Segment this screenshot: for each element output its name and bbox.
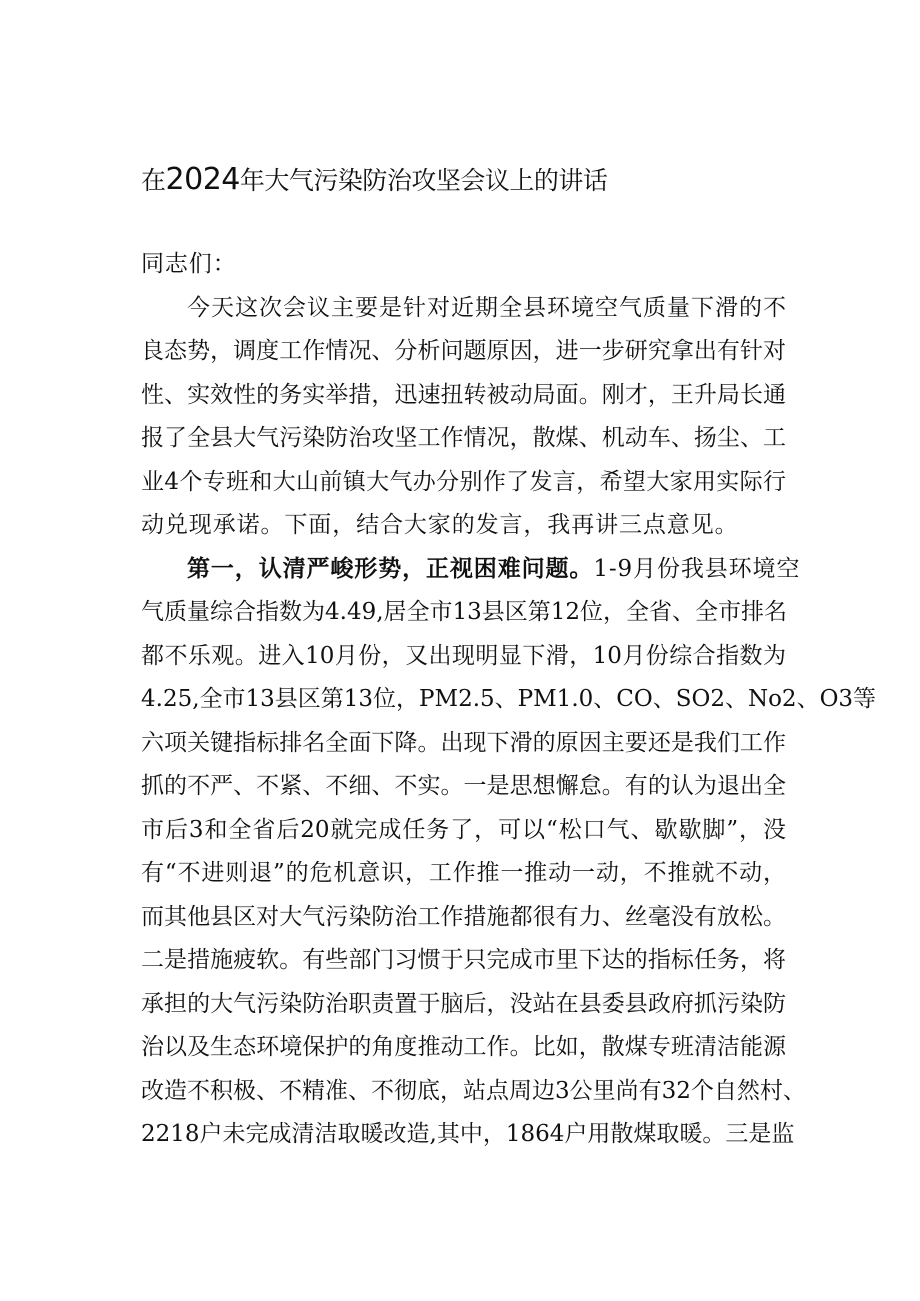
paragraph-line: 今天这次会议主要是针对近期全县环境空气质量下滑的不	[187, 294, 786, 321]
paragraph-line: 治以及生态环境保护的角度推动工作。比如，散煤专班清洁能源	[141, 1034, 786, 1060]
document-title	[141, 160, 607, 201]
paragraph-line: 承担的大气污染防治职责置于脑后，没站在县委县政府抓污染防	[141, 990, 786, 1017]
title-year: 2024	[165, 162, 240, 197]
paragraph-line: 2218户未完成清洁取暖改造,其中，1864户用散煤取暖。三是监	[141, 1121, 795, 1147]
paragraph-line: 有“不进则退”的危机意识，工作推一推动一动，不推就不动，	[141, 860, 786, 886]
paragraph-line	[141, 548, 801, 592]
paragraph-line: 气质量综合指数为4.49,居全市13县区第12位，全省、全市排名	[141, 599, 788, 625]
paragraph-line: 抓的不严、不紧、不细、不实。一是思想懈怠。有的认为退出全	[141, 773, 786, 799]
paragraph-line: 而其他县区对大气污染防治工作措施都很有力、丝毫没有放松。	[141, 903, 786, 930]
salutation: 同志们：	[141, 251, 237, 277]
paragraph-line: 业4个专班和大山前镇大气办分别作了发言，希望大家用实际行	[141, 468, 786, 495]
paragraph-line: 4.25,全市13县区第13位，PM2.5、PM1.0、CO、SO2、No2、O3等	[141, 686, 877, 712]
title-suffix: 年大气污染防治攻坚会议上的讲话	[239, 166, 608, 195]
paragraph-line: 都不乐观。进入10月份，又出现明显下滑，10月份综合指数为	[141, 642, 786, 669]
paragraph-line: 六项关键指标排名全面下降。出现下滑的原因主要还是我们工作	[141, 729, 786, 756]
paragraph-line: 市后3和全省后20就完成任务了，可以“松口气、歇歇脚”，没	[141, 816, 786, 843]
section-heading: 第一，认清严峻形势，正视困难问题。	[187, 555, 594, 582]
paragraph-line: 二是措施疲软。有些部门习惯于只完成市里下达的指标任务，将	[141, 947, 786, 973]
speech-body	[141, 243, 877, 1157]
title-prefix: 在	[141, 166, 166, 195]
paragraph-line: 良态势，调度工作情况、分析问题原因，进一步研究拿出有针对	[141, 338, 786, 364]
paragraph-line: 动兑现承诺。下面，结合大家的发言，我再讲三点意见。	[141, 512, 739, 538]
paragraph-line: 报了全县大气污染防治攻坚工作情况，散煤、机动车、扬尘、工	[141, 425, 786, 451]
paragraph-line: 性、实效性的务实举措，迅速扭转被动局面。刚才，王升局长通	[141, 381, 786, 408]
paragraph-line: 改造不积极、不精准、不彻底，站点周边3公里尚有32个自然村、	[141, 1077, 806, 1104]
section-text: 1-9月份我县环境空	[593, 555, 801, 582]
